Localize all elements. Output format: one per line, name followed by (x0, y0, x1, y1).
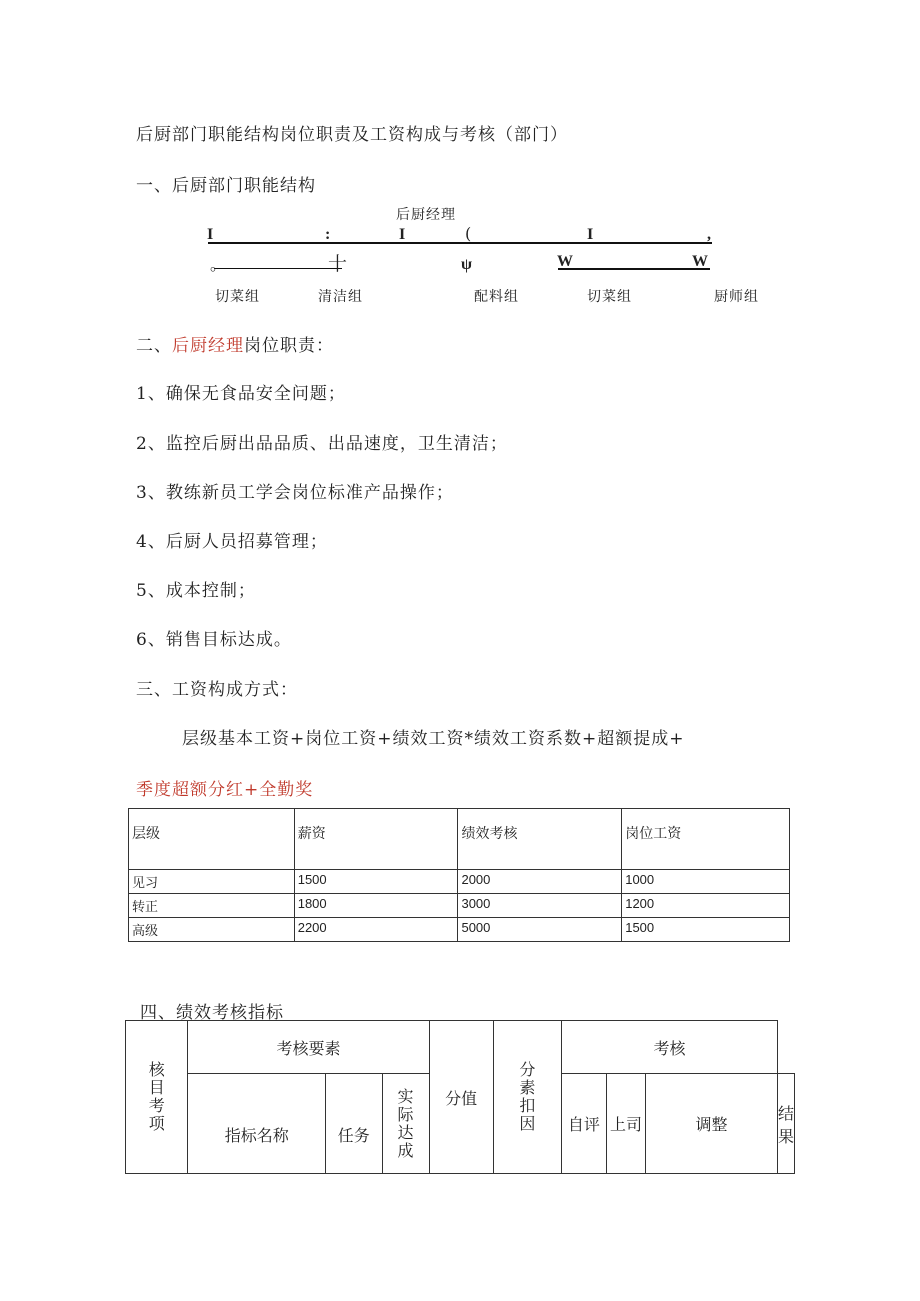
org-group: 清洁组 (318, 289, 363, 305)
table-cell: 5000 (458, 918, 622, 942)
org-glyph-c: I (399, 226, 406, 243)
perf-deduction-header: 分素扣因 (493, 1021, 561, 1174)
perf-indicator-name: 指标名称 (188, 1074, 326, 1174)
org-group: 配料组 (474, 289, 519, 305)
org-glyph-e: I (587, 226, 594, 243)
table-row (129, 870, 790, 894)
table-header-row (129, 809, 790, 870)
org-glyph-b: : (325, 226, 331, 243)
duty-item: 5、成本控制； (136, 581, 256, 601)
org-glyph-f: , (707, 226, 711, 243)
table-cell: 1500 (622, 918, 790, 942)
table-cell: 2000 (458, 870, 622, 894)
duty-item: 6、销售目标达成。 (136, 630, 292, 650)
table-row (129, 894, 790, 918)
duty-item: 2、监控后厨出品品质、出品速度，卫生清洁； (136, 434, 508, 454)
table-header-cell: 层级 (129, 809, 295, 870)
section2-heading-highlight: 后厨经理 (172, 336, 244, 356)
perf-col-item: 核目考项 (126, 1021, 188, 1174)
perf-adjust: 调整 (646, 1074, 778, 1174)
org-glyph-a: I (207, 226, 214, 243)
section1-heading: 一、后厨部门职能结构 (136, 176, 316, 196)
section3-heading: 三、工资构成方式： (136, 680, 298, 700)
duty-item: 4、后厨人员招募管理； (136, 532, 328, 552)
org-glyph-j: W (557, 253, 573, 270)
table-header-cell: 薪资 (294, 809, 458, 870)
salary-formula-line2: 季度超额分红+全勤奖 (136, 780, 314, 800)
table-cell: 1000 (622, 870, 790, 894)
duty-item: 1、确保无食品安全问题； (136, 384, 346, 404)
table-row (129, 918, 790, 942)
org-group: 切菜组 (215, 289, 260, 305)
perf-self-eval: 自评 (561, 1074, 606, 1174)
table-header-cell: 绩效考核 (458, 809, 622, 870)
org-glyph-i: ψ (461, 256, 473, 273)
org-left-line (214, 268, 342, 269)
table-cell: 1200 (622, 894, 790, 918)
salary-table (128, 808, 790, 942)
section2-heading-suffix: 岗位职责： (244, 336, 334, 356)
page-title: 后厨部门职能结构岗位职责及工资构成与考核（部门） (136, 125, 568, 145)
table-cell: 3000 (458, 894, 622, 918)
table-cell: 2200 (294, 918, 458, 942)
perf-superior: 上司 (606, 1074, 645, 1174)
table-header-cell: 岗位工资 (622, 809, 790, 870)
perf-result: 结果 (777, 1074, 794, 1174)
org-group: 切菜组 (587, 289, 632, 305)
org-glyph-h: 十 (328, 253, 348, 275)
duty-item: 3、教练新员工学会岗位标准产品操作； (136, 483, 454, 503)
table-cell: 高级 (129, 918, 295, 942)
org-right-line (558, 268, 710, 270)
section2-heading-prefix: 二、 (136, 336, 172, 356)
salary-formula-line1: 层级基本工资+岗位工资+绩效工资*绩效工资系数+超额提成+ (182, 729, 685, 749)
perf-assessment-header: 考核 (561, 1021, 777, 1074)
table-cell: 1800 (294, 894, 458, 918)
section2-heading (136, 331, 334, 356)
table-cell: 见习 (129, 870, 295, 894)
section4-heading: 四、绩效考核指标 (140, 1003, 284, 1023)
perf-elements-header: 考核要素 (188, 1021, 429, 1074)
perf-actual: 实际达成 (382, 1074, 429, 1174)
org-group: 厨师组 (714, 289, 759, 305)
performance-table (125, 1020, 795, 1174)
org-glyph-g: 。 (210, 255, 227, 274)
org-top-line (208, 242, 712, 244)
org-glyph-d: ( (465, 224, 472, 243)
perf-score-header: 分值 (429, 1021, 493, 1174)
table-cell: 转正 (129, 894, 295, 918)
org-glyph-k: W (692, 253, 708, 270)
org-top-node: 后厨经理 (396, 207, 456, 223)
perf-task: 任务 (325, 1074, 382, 1174)
table-cell: 1500 (294, 870, 458, 894)
